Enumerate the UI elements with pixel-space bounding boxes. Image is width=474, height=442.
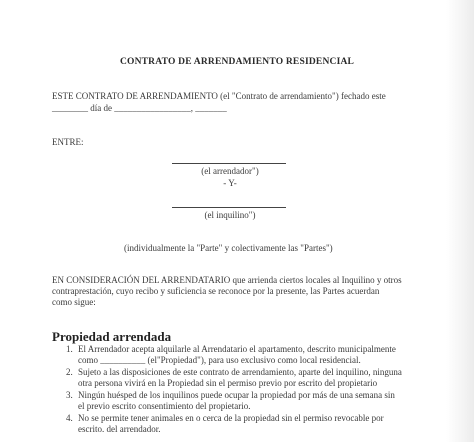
list-item-line: No se permite tener animales en o cerca de la propiedad sin el permiso revocable por [78,413,384,423]
list-item-number: 4. [66,413,73,423]
list-item-number: 1. [66,344,73,354]
tenant-label: (el inquilino") [204,210,256,220]
section-heading: Propiedad arrendada [52,329,172,344]
landlord-label: (el arrendador") [201,166,259,176]
consideration-line-3: como sigue: [52,297,96,307]
entre-label: ENTRE: [52,137,84,147]
party-separator: - Y- [223,178,237,188]
list-item-line: otra persona vivirá en la Propiedad sin el permiso previo por escrito del propietario [78,378,378,388]
landlord-signature-line [172,163,286,164]
intro-line-2: ________ día de _________________, _______ [52,103,227,113]
document-title: CONTRATO DE ARRENDAMIENTO RESIDENCIAL [119,57,355,67]
list-item-line: Sujeto a las disposiciones de este contrato de arrendamiento, aparte del inquilino, ninguna [78,367,402,377]
page-edge-shadow [446,0,474,442]
list-item-line: Ningún huésped de los inquilinos puede ocupar la propiedad por más de una semana sin [78,390,395,400]
list-item-number: 3. [66,390,73,400]
list-item-line: El Arrendador acepta alquilarle al Arrendatario el apartamento, descrito municipalmente [78,344,396,354]
list-item-line: el previo escrito consentimiento del propietario. [78,401,251,411]
intro-line-1: ESTE CONTRATO DE ARRENDAMIENTO (el "Contrato de arrendamiento") fechado este [52,91,386,101]
consideration-line-1: EN CONSIDERACIÓN DEL ARRENDATARIO que arrienda ciertos locales al Inquilino y otros [52,275,402,285]
consideration-line-2: contraprestación, cuyo recibo y suficiencia se reconoce por la presente, las Partes acuerdan [52,286,380,296]
list-item-line: escrito. del arrendador. [78,424,161,434]
parties-note: (individualmente la "Parte" y colectivamente las "Partes") [124,243,333,253]
list-item-number: 2. [66,367,73,377]
tenant-signature-line [172,207,286,208]
list-item-line: como __________ (el"Propiedad"), para uso exclusivo como local residencial. [78,355,361,365]
